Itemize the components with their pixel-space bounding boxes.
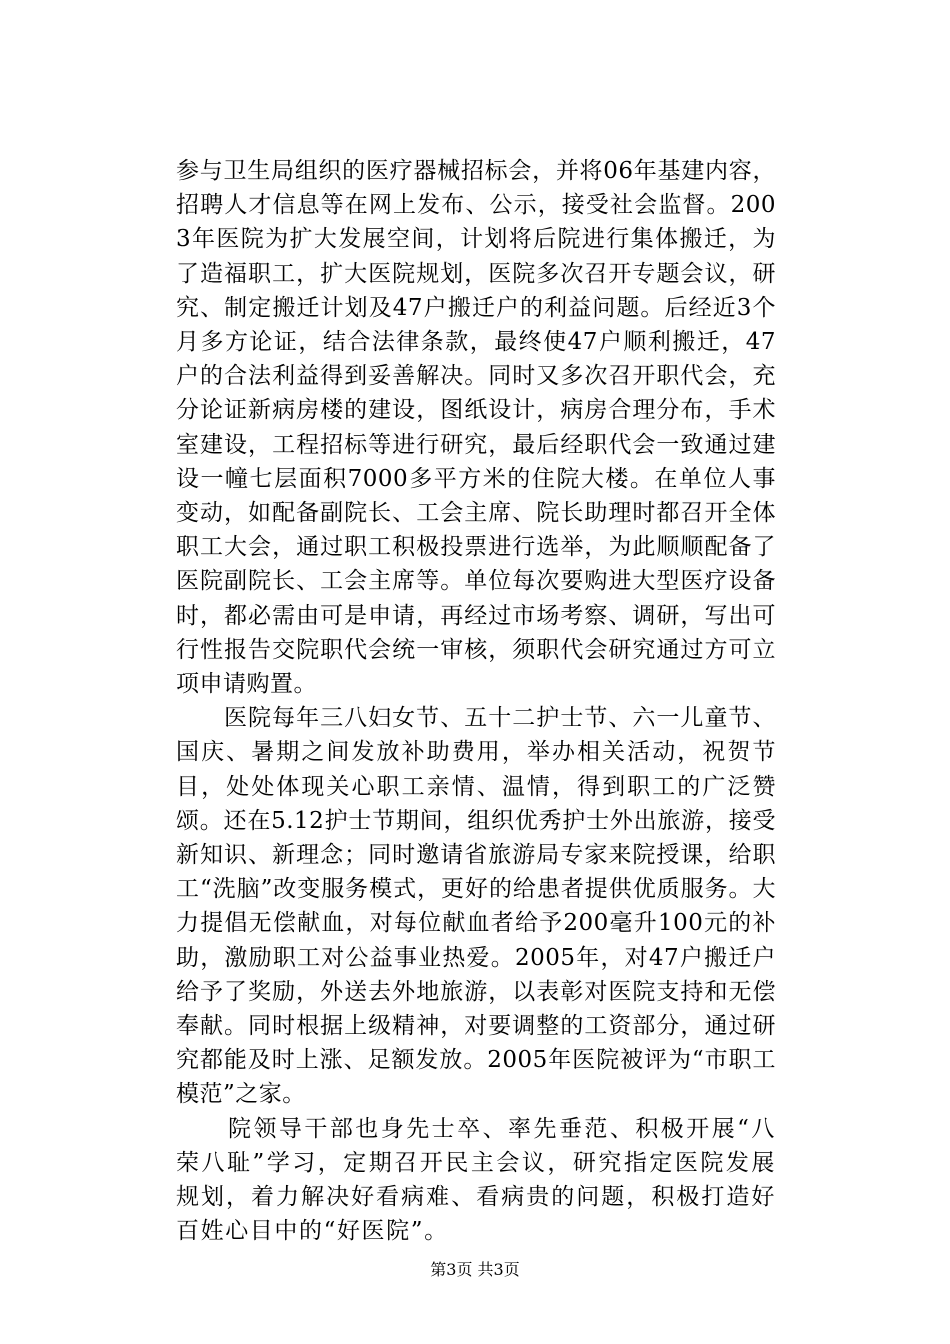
paragraph-1: 参与卫生局组织的医疗器械招标会，并将06年基建内容，招聘人才信息等在网上发布、公示，接受社会监督。2003年医院为扩大发展空间，计划将后院进行集体搬迁，为了造福职工，扩大医院规划，医院多次召开专题会议，研究、制定搬迁计划及47户搬迁户的利益问题。后经近3个月多方论证，结合法律条款，最终使47户顺利搬迁，47户的合法利益得到妥善解决。同时又多次召开职代会，充分论证新病房楼的建设，图纸设计，病房合理分布，手术室建设，工程招标等进行研究，最后经职代会一致通过建设一幢七层面积7000多平方米的住院大楼。在单位人事变动，如配备副院长、工会主席、院长助理时都召开全体职工大会，通过职工积极投票进行选举，为此顺顺配备了医院副院长、工会主席等。单位每次要购进大型医疗设备时，都必需由可是申请，再经过市场考察、调研，写出可行性报告交院职代会统一审核，须职代会研究通过方可立项申请购置。 bbox=[176, 158, 776, 698]
page-footer: 第3页 共3页 bbox=[430, 1260, 520, 1279]
paragraph-3: 院领导干部也身先士卒、率先垂范、积极开展“八荣八耻”学习，定期召开民主会议，研究指定医院发展规划，着力解决好看病难、看病贵的问题，积极打造好百姓心目中的“好医院”。 bbox=[176, 1115, 776, 1245]
document-body bbox=[176, 154, 776, 1249]
paragraph-2: 医院每年三八妇女节、五十二护士节、六一儿童节、国庆、暑期之间发放补助费用，举办相关活动，祝贺节目，处处体现关心职工亲情、温情，得到职工的广泛赞颂。还在5.12护士节期间，组织优秀护士外出旅游，接受新知识、新理念；同时邀请省旅游局专家来院授课，给职工“洗脑”改变服务模式，更好的给患者提供优质服务。大力提倡无偿献血，对每位献血者给予200毫升100元的补助，激励职工对公益事业热爱。2005年，对47户搬迁户给予了奖励，外送去外地旅游，以表彰对医院支持和无偿奉献。同时根据上级精神，对要调整的工资部分，通过研究都能及时上涨、足额发放。2005年医院被评为“市职工模范”之家。 bbox=[176, 705, 776, 1108]
